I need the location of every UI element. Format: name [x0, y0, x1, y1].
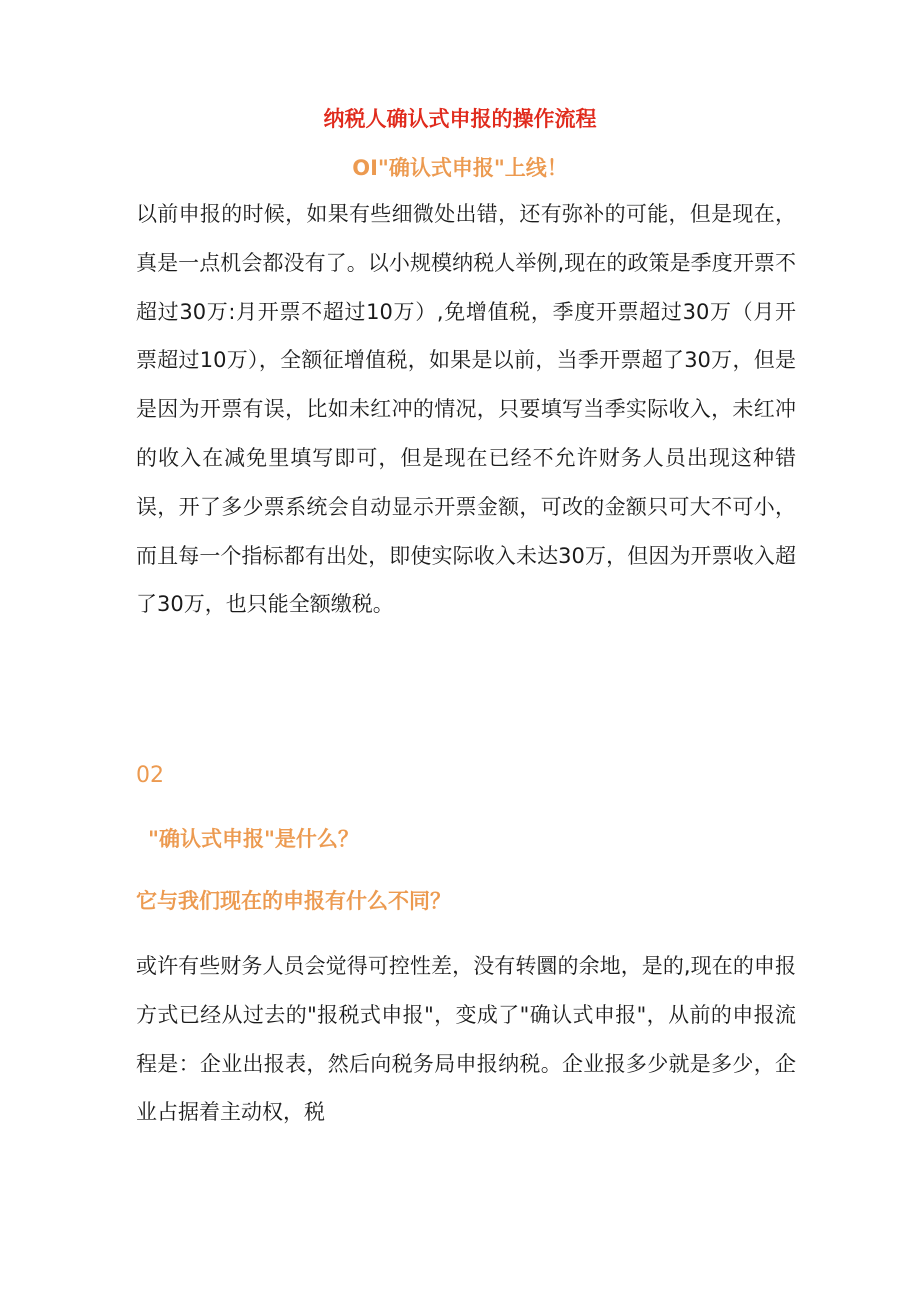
- section-2-paragraph: 或许有些财务人员会觉得可控性差，没有转圜的余地，是的,现在的申报方式已经从过去的"报税式申报"，变成了"确认式申报"，从前的申报流程是：企业出报表，然后向税务局申报纳税。企业报多少就是多少，企业占据着主动权，税: [136, 954, 796, 1125]
- section-2-number: 02: [136, 763, 164, 788]
- section-1-paragraph: 以前申报的时候，如果有些细微处出错，还有弥补的可能，但是现在，真是一点机会都没有了。以小规模纳税人举例,现在的政策是季度开票不超过30万:月开票不超过10万）,免增值税，季度开票超过30万（月开票超过10万），全额征增值税，如果是以前，当季开票超了30万，但是是因为开票有误，比如未红冲的情况，只要填写当季实际收入，未红冲的收入在减免里填写即可，但是现在已经不允许财务人员出现这种错误，开了多少票系统会自动显示开票金额，可改的金额只可大不可小，而且每一个指标都有出处，即使实际收入未达30万，但因为开票收入超了30万，也只能全额缴税。: [136, 202, 796, 617]
- section-1-heading: OI"确认式申报"上线！: [352, 156, 568, 180]
- section-2-question-difference: 它与我们现在的申报有什么不同？: [136, 889, 451, 913]
- document-title: 纳税人确认式申报的操作流程: [323, 107, 597, 131]
- section-2-question-what: "确认式申报"是什么？: [148, 827, 359, 851]
